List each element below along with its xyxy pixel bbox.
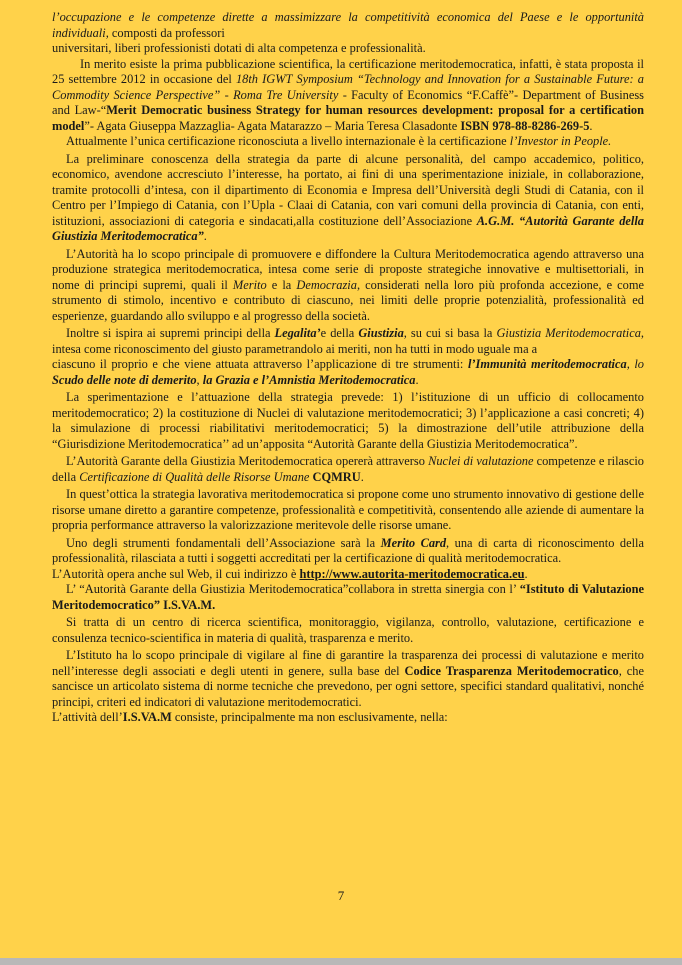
paragraph-10: L’Autorità Garante della Giustizia Meritodemocratica opererà attraverso Nuclei di valutazione competenze e rilascio della Certificazione di Qualità delle Risorse Umane CQMRU. xyxy=(52,454,645,484)
paragraph-2: universitari, liberi professionisti dotati di alta competenza e professionalità. xyxy=(52,41,426,55)
paragraph-12: Uno degli strumenti fondamentali dell’Associazione sarà la Merito Card, una di carta di riconoscimento della professionalità, rilasciata a tutti i soggetti accreditati per la certificazione di qualità meritodemocratica. xyxy=(52,535,644,565)
paragraph-3: In merito esiste la prima pubblicazione scientifica, la certificazione meritodemocratica, infatti, è stata proposta il 25 settembre 2012 in occasione del 18th IGWT Symposium “Technology and Innovation for a Sustainable Future: a Commodity Science Perspective” - Roma Tre University - Faculty of Economics “F.Caffè”- Department of Business and Law-“Merit Democratic business Strategy for human resources development: proposal for a certification model”- Agata Giuseppa Mazzaglia- Agata Matarazzo – Maria Teresa Clasadonte ISBN 978-88-8286-269-5. xyxy=(52,56,645,133)
website-link[interactable]: http://www.autorita-meritodemocratica.eu xyxy=(299,566,525,581)
bottom-divider xyxy=(0,958,682,965)
page-number: 7 xyxy=(337,888,345,903)
paragraph-6: L’Autorità ha lo scopo principale di promuovere e diffondere la Cultura Meritodemocratica agendo attraverso una produzione strategica meritodemocratica, intesa come serie di proposte strategiche innovative e multisettoriali, in nome di principi supremi, quali il Merito e la Democrazia, considerati nella loro più profonda accezione, e come strumento di stimolo, incentivo e contributo di ciascuno, nei limiti delle proprie potenzialità, professionalità ed esperienze, guardando allo sviluppo e al progresso della società. xyxy=(52,246,644,323)
paragraph-17: L’attività dell’I.S.VA.M consiste, principalmente ma non esclusivamente, nella: xyxy=(52,710,448,724)
paragraph-13: L’Autorità opera anche sul Web, il cui indirizzo è http://www.autorita-meritodemocratica.eu. xyxy=(52,566,528,581)
paragraph-11: In quest’ottica la strategia lavorativa meritodemocratica si propone come uno strumento innovativo di gestione delle risorse umane diretto a garantire competenze, professionalità e competitività, consentendo alle aziende di aumentare la propria performance attraverso la valorizzazione meritevole delle risorse umane. xyxy=(52,487,644,532)
paragraph-8: ciascuno il proprio e che viene attuata attraverso l’applicazione di tre strumenti: l’Immunità meritodemocratica, lo Scudo delle note di demerito, la Grazia e l’Amnistia Meritodemocratica. xyxy=(52,357,644,387)
paragraph-15: Si tratta di un centro di ricerca scientifica, monitoraggio, vigilanza, controllo, valutazione, certificazione e consulenza tecnico-scientifica in materia di qualità, trasparenza e merito. xyxy=(52,615,644,645)
paragraph-4: Attualmente l’unica certificazione riconosciuta a livello internazionale è la certificazione l’Investor in People. xyxy=(66,134,612,148)
paragraph-16: L’Istituto ha lo scopo principale di vigilare al fine di garantire la trasparenza dei processi di valutazione e merito nell’interesse degli associati e degli utenti in genere, sulla base del Codice Trasparenza Meritodemocratico, che sancisce un articolato sistema di norme tecniche che prevedono, per ogni settore, specifici standard qualitativi, nonché principi, criteri ed indicatori di valutazione meritodemocratici. xyxy=(52,648,644,709)
paragraph-14: L’ “Autorità Garante della Giustizia Meritodemocratica”collabora in stretta sinergia con l’ “Istituto di Valutazione Meritodemocratico” I.S.VA.M. xyxy=(52,582,644,612)
paragraph-9: La sperimentazione e l’attuazione della strategia prevede: 1) l’istituzione di un ufficio di collocamento meritodemocratico; 2) la costituzione di Nuclei di valutazione meritodemocratici; 3) l’applicazione a casi concreti; 4) la simulazione di processi riabilitativi meritodemocratici; 5) la dimostrazione dell’utile attribuzione della “Giurisdizione Meritodemocratica’’ ad un’apposita “Autorità Garante della Giustizia Meritodemocratica”. xyxy=(52,390,644,451)
paragraph-7: Inoltre si ispira ai supremi principi della Legalita’e della Giustizia, su cui si basa la Giustizia Meritodemocratica, intesa come riconoscimento del giusto parametrandolo ai meriti, non ha tutti in modo uguale ma a xyxy=(52,326,645,356)
paragraph-1: l’occupazione e le competenze dirette a massimizzare la competitività economica del Paese e le opportunità individuali, composti da professori xyxy=(52,10,644,40)
paragraph-5: La preliminare conoscenza della strategia da parte di alcune personalità, del campo accademico, politico, economico, avendone accresciuto l’interesse, ha portato, ai fini di una sperimentazione iniziale, in collaborazione, tramite protocolli d’intesa, con il dipartimento di Economia e Impresa dell’Università degli Studi di Catania, con il Centro per l’Impiego di Catania, con l’Upla - Claai di Catania, con vari comuni della provincia di Catania, con enti, istituzioni, associazioni di categoria e sindacati,alla costituzione dell’Associazione A.G.M. “Autorità Garante della Giustizia Meritodemocratica”. xyxy=(52,151,644,243)
document-body xyxy=(52,10,644,726)
